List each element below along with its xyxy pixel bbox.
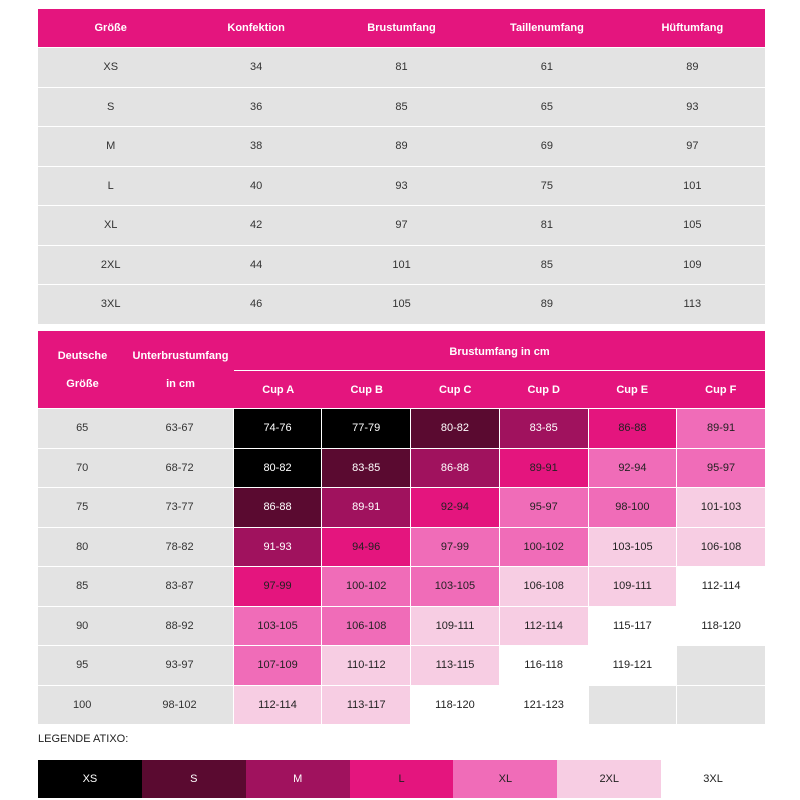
table-cell: XS [103, 61, 119, 74]
cup-value-cell [588, 686, 677, 725]
cup-value-cell: 118-120 [676, 607, 765, 646]
table-cell: 69 [540, 140, 554, 153]
cup-value-cell: 80-82 [410, 409, 499, 448]
cup-value-cell: 103-105 [410, 567, 499, 606]
cup-value-cell: 109-111 [410, 607, 499, 646]
deutsche-groesse-cell: 100 [38, 686, 126, 725]
table-cell: 101 [392, 258, 411, 271]
header-unterbrust-line1: Unterbrustumfang [132, 350, 229, 362]
header-brustumfang: Brustumfang [367, 22, 436, 34]
table-cell: 40 [249, 179, 263, 192]
deutsche-groesse-cell: 80 [38, 528, 126, 567]
cup-value-cell: 97-99 [410, 528, 499, 567]
cup-value-cell: 83-85 [499, 409, 588, 448]
table-cell: 89 [686, 61, 699, 74]
cup-value-cell: 106-108 [321, 607, 410, 646]
cup-value-cell: 106-108 [499, 567, 588, 606]
cup-value-cell: 113-115 [410, 646, 499, 685]
header-deutsche-line1: Deutsche [57, 350, 108, 362]
cup-header-row [234, 370, 765, 408]
deutsche-groesse-cell: 95 [38, 646, 126, 685]
table-cell: 36 [249, 100, 263, 113]
cup-value-cell: 89-91 [499, 449, 588, 488]
cup-value-cell: 112-114 [676, 567, 765, 606]
table-row [38, 284, 765, 324]
cup-value-cell [676, 686, 765, 725]
cup-value-cell: 110-112 [321, 646, 410, 685]
cup-value-cell: 118-120 [410, 686, 499, 725]
cup-value-cell: 112-114 [499, 607, 588, 646]
table-cell: 93 [395, 179, 408, 192]
cup-value-cell: 109-111 [588, 567, 677, 606]
cup-value-cell: 100-102 [499, 528, 588, 567]
deutsche-groesse-cell: 65 [38, 409, 126, 448]
table-row [38, 205, 765, 245]
cup-value-cell: 91-93 [233, 528, 322, 567]
table-cell: 93 [686, 100, 699, 113]
table-cell: 81 [395, 61, 408, 74]
table-row [38, 245, 765, 285]
legend-swatch: XL [453, 760, 557, 798]
table-row [38, 448, 765, 488]
table-cell: 61 [540, 61, 554, 74]
header-deutsche-groesse [38, 349, 127, 391]
table-cell: 109 [683, 258, 702, 271]
legend-swatch: L [350, 760, 454, 798]
table-cell: 113 [683, 298, 702, 311]
cup-value-cell: 83-85 [321, 449, 410, 488]
header-cup-e: Cup E [616, 384, 649, 396]
table-row [38, 487, 765, 527]
table-row [38, 408, 765, 448]
cup-value-cell: 86-88 [410, 449, 499, 488]
cup-value-cell: 107-109 [233, 646, 322, 685]
table-cell: 89 [395, 140, 408, 153]
cup-value-cell: 89-91 [676, 409, 765, 448]
table-cell: 105 [392, 298, 411, 311]
table-row [38, 126, 765, 166]
table-cell: 3XL [100, 298, 121, 311]
cup-value-cell: 100-102 [321, 567, 410, 606]
cup-value-cell: 119-121 [588, 646, 677, 685]
cup-value-cell: 89-91 [321, 488, 410, 527]
unterbrust-cell: 83-87 [126, 567, 232, 606]
bra-size-body [38, 408, 765, 724]
cup-value-cell: 95-97 [499, 488, 588, 527]
cup-value-cell: 103-105 [588, 528, 677, 567]
table-cell: 46 [249, 298, 263, 311]
unterbrust-cell: 68-72 [126, 449, 232, 488]
cup-value-cell: 80-82 [233, 449, 322, 488]
deutsche-groesse-cell: 85 [38, 567, 126, 606]
legend-swatch: XS [38, 760, 142, 798]
legend-title: LEGENDE ATIXO: [38, 733, 129, 745]
header-deutsche-line2: Größe [66, 378, 99, 390]
table-row [38, 645, 765, 685]
cup-value-cell: 95-97 [676, 449, 765, 488]
header-cup-f: Cup F [705, 384, 737, 396]
cup-value-cell: 106-108 [676, 528, 765, 567]
unterbrust-cell: 98-102 [126, 686, 232, 725]
header-cup-d: Cup D [527, 384, 560, 396]
cup-value-cell: 74-76 [233, 409, 322, 448]
cup-value-cell [676, 646, 765, 685]
unterbrust-cell: 63-67 [126, 409, 232, 448]
header-hueftumfang: Hüftumfang [661, 22, 724, 34]
legend [38, 760, 765, 798]
unterbrust-cell: 73-77 [126, 488, 232, 527]
table-cell: 85 [540, 258, 554, 271]
table-row [38, 166, 765, 206]
header-groesse: Größe [94, 22, 127, 34]
table-cell: 44 [249, 258, 263, 271]
cup-value-cell: 101-103 [676, 488, 765, 527]
table-cell: 34 [249, 61, 263, 74]
cup-value-cell: 103-105 [233, 607, 322, 646]
table-cell: XL [103, 219, 118, 232]
unterbrust-cell: 88-92 [126, 607, 232, 646]
cup-value-cell: 92-94 [410, 488, 499, 527]
size-chart-header-row [38, 9, 765, 47]
table-row [38, 606, 765, 646]
table-cell: 81 [540, 219, 554, 232]
table-cell: 105 [683, 219, 702, 232]
header-cup-a: Cup A [262, 384, 295, 396]
table-cell: 85 [395, 100, 408, 113]
cup-value-cell: 121-123 [499, 686, 588, 725]
deutsche-groesse-cell: 90 [38, 607, 126, 646]
table-row [38, 527, 765, 567]
table-cell: L [107, 179, 114, 192]
header-cup-c: Cup C [439, 384, 472, 396]
unterbrust-cell: 93-97 [126, 646, 232, 685]
table-cell: 65 [540, 100, 554, 113]
table-cell: 97 [686, 140, 699, 153]
cup-value-cell: 86-88 [588, 409, 677, 448]
legend-swatch: 2XL [557, 760, 661, 798]
header-unterbrust-line2: in cm [166, 378, 195, 390]
cup-value-cell: 77-79 [321, 409, 410, 448]
size-chart-body [38, 47, 765, 324]
table-cell: 101 [683, 179, 702, 192]
table-row [38, 566, 765, 606]
table-cell: 89 [540, 298, 554, 311]
cup-value-cell: 92-94 [588, 449, 677, 488]
legend-swatch: S [142, 760, 246, 798]
table-cell: 42 [249, 219, 263, 232]
cup-value-cell: 97-99 [233, 567, 322, 606]
table-cell: 75 [540, 179, 554, 192]
size-chart-table [38, 9, 765, 324]
table-cell: 2XL [100, 258, 121, 271]
cup-value-cell: 113-117 [321, 686, 410, 725]
table-cell: S [107, 100, 115, 113]
cup-value-cell: 94-96 [321, 528, 410, 567]
table-row [38, 87, 765, 127]
bra-size-table [38, 331, 765, 724]
table-cell: M [106, 140, 116, 153]
legend-swatch: M [246, 760, 350, 798]
cup-value-cell: 115-117 [588, 607, 677, 646]
table-cell: 97 [395, 219, 408, 232]
bra-size-header [38, 331, 765, 408]
table-row [38, 47, 765, 87]
table-row [38, 685, 765, 725]
cup-value-cell: 116-118 [499, 646, 588, 685]
table-cell: 38 [249, 140, 263, 153]
header-brustumfang-in-cm: Brustumfang in cm [449, 346, 550, 358]
header-cup-b: Cup B [350, 384, 383, 396]
deutsche-groesse-cell: 75 [38, 488, 126, 527]
header-unterbrustumfang [127, 349, 234, 391]
deutsche-groesse-cell: 70 [38, 449, 126, 488]
header-konfektion: Konfektion [227, 22, 285, 34]
legend-swatch: 3XL [661, 760, 765, 798]
cup-value-cell: 86-88 [233, 488, 322, 527]
header-taillenumfang: Taillenumfang [510, 22, 584, 34]
cup-value-cell: 98-100 [588, 488, 677, 527]
unterbrust-cell: 78-82 [126, 528, 232, 567]
cup-value-cell: 112-114 [233, 686, 322, 725]
